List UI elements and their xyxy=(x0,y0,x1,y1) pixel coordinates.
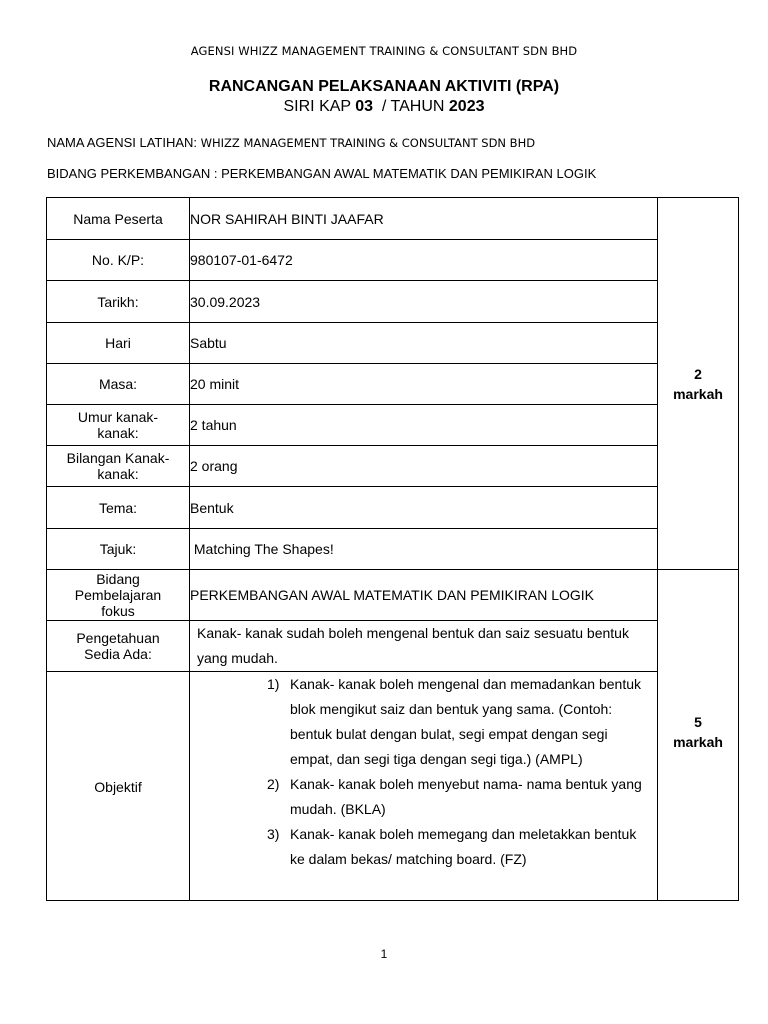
mark-number: 2 xyxy=(694,365,702,382)
row-value: 2 orang xyxy=(190,446,658,487)
agency-label: NAMA AGENSI LATIHAN: xyxy=(47,135,201,150)
table-row xyxy=(47,446,739,487)
row-label: Masa: xyxy=(47,364,190,405)
mark-word: markah xyxy=(673,385,723,402)
mark-number: 5 xyxy=(694,714,702,730)
table-row xyxy=(47,672,739,901)
pengetahuan-value: Kanak- kanak sudah boleh mengenal bentuk dan saiz sesuatu bentuk yang mudah. xyxy=(190,621,658,672)
list-item xyxy=(190,822,657,872)
document-title: RANCANGAN PELAKSANAAN AKTIVITI (RPA) xyxy=(208,78,560,95)
document-subtitle xyxy=(0,98,768,116)
row-label: Bilangan Kanak-kanak: xyxy=(47,446,190,487)
row-label: Tajuk: xyxy=(47,529,190,570)
table-row xyxy=(47,198,739,240)
row-label: Hari xyxy=(47,323,190,364)
bidang-label: BIDANG PERKEMBANGAN : xyxy=(47,166,222,181)
table-row xyxy=(47,570,739,621)
objektif-label: Objektif xyxy=(47,672,190,901)
subtitle-mid: / TAHUN xyxy=(373,98,449,115)
item-text: Kanak- kanak boleh mengenal dan memadankan bentuk blok mengikut saiz dan bentuk yang sama. (Contoh: bentuk bulat dengan bulat, segi empat dengan segi empat, dan segi tiga dengan segi tiga.) (AMPL) xyxy=(290,676,642,767)
mark-word: markah xyxy=(673,734,723,750)
row-value: 30.09.2023 xyxy=(190,281,658,323)
bidang-info-line xyxy=(47,166,596,181)
table-row xyxy=(47,364,739,405)
bidang-value: PERKEMBANGAN AWAL MATEMATIK DAN PEMIKIRAN LOGIK xyxy=(221,166,597,181)
agency-info-line xyxy=(47,135,535,150)
row-value: NOR SAHIRAH BINTI JAAFAR xyxy=(190,198,658,240)
table-row xyxy=(47,323,739,364)
row-value: Matching The Shapes! xyxy=(190,529,658,570)
table-row xyxy=(47,240,739,281)
pengetahuan-label: Pengetahuan Sedia Ada: xyxy=(47,621,190,672)
page-number: 1 xyxy=(380,947,388,961)
table-row xyxy=(47,281,739,323)
row-value: 980107-01-6472 xyxy=(190,240,658,281)
item-text: Kanak- kanak boleh menyebut nama- nama bentuk yang mudah. (BKLA) xyxy=(290,776,642,817)
item-number: 3) xyxy=(267,826,280,842)
agency-header: AGENSI WHIZZ MANAGEMENT TRAINING & CONSULTANT SDN BHD xyxy=(190,44,578,58)
list-item xyxy=(190,672,657,772)
objektif-cell xyxy=(190,672,658,901)
row-label: Umur kanak-kanak: xyxy=(47,405,190,446)
subtitle-prefix: SIRI KAP xyxy=(283,98,356,115)
row-value: 2 tahun xyxy=(190,405,658,446)
table-row xyxy=(47,487,739,529)
table-row xyxy=(47,405,739,446)
table-row xyxy=(47,621,739,672)
agency-value: WHIZZ MANAGEMENT TRAINING & CONSULTANT SDN BHD xyxy=(200,136,536,150)
subtitle-siri: 03 xyxy=(355,98,374,115)
row-label: Tarikh: xyxy=(47,281,190,323)
list-item xyxy=(190,772,657,822)
row-value: Sabtu xyxy=(190,323,658,364)
row-value: 20 minit xyxy=(190,364,658,405)
mark-cell-1 xyxy=(658,198,739,570)
item-number: 1) xyxy=(267,676,280,692)
table-row xyxy=(47,529,739,570)
rpa-table xyxy=(46,197,739,901)
row-label: No. K/P: xyxy=(47,240,190,281)
row-label: Nama Peserta xyxy=(47,198,190,240)
row-value: Bentuk xyxy=(190,487,658,529)
bidang-fokus-value: PERKEMBANGAN AWAL MATEMATIK DAN PEMIKIRAN LOGIK xyxy=(190,570,658,621)
bidang-fokus-label: Bidang Pembelajaran fokus xyxy=(47,570,190,621)
item-text: Kanak- kanak boleh memegang dan meletakkan bentuk ke dalam bekas/ matching board. (FZ) xyxy=(290,826,637,867)
mark-cell-2 xyxy=(658,570,739,901)
row-label: Tema: xyxy=(47,487,190,529)
item-number: 2) xyxy=(267,776,280,792)
objektif-list xyxy=(190,672,657,872)
subtitle-year: 2023 xyxy=(448,98,485,115)
